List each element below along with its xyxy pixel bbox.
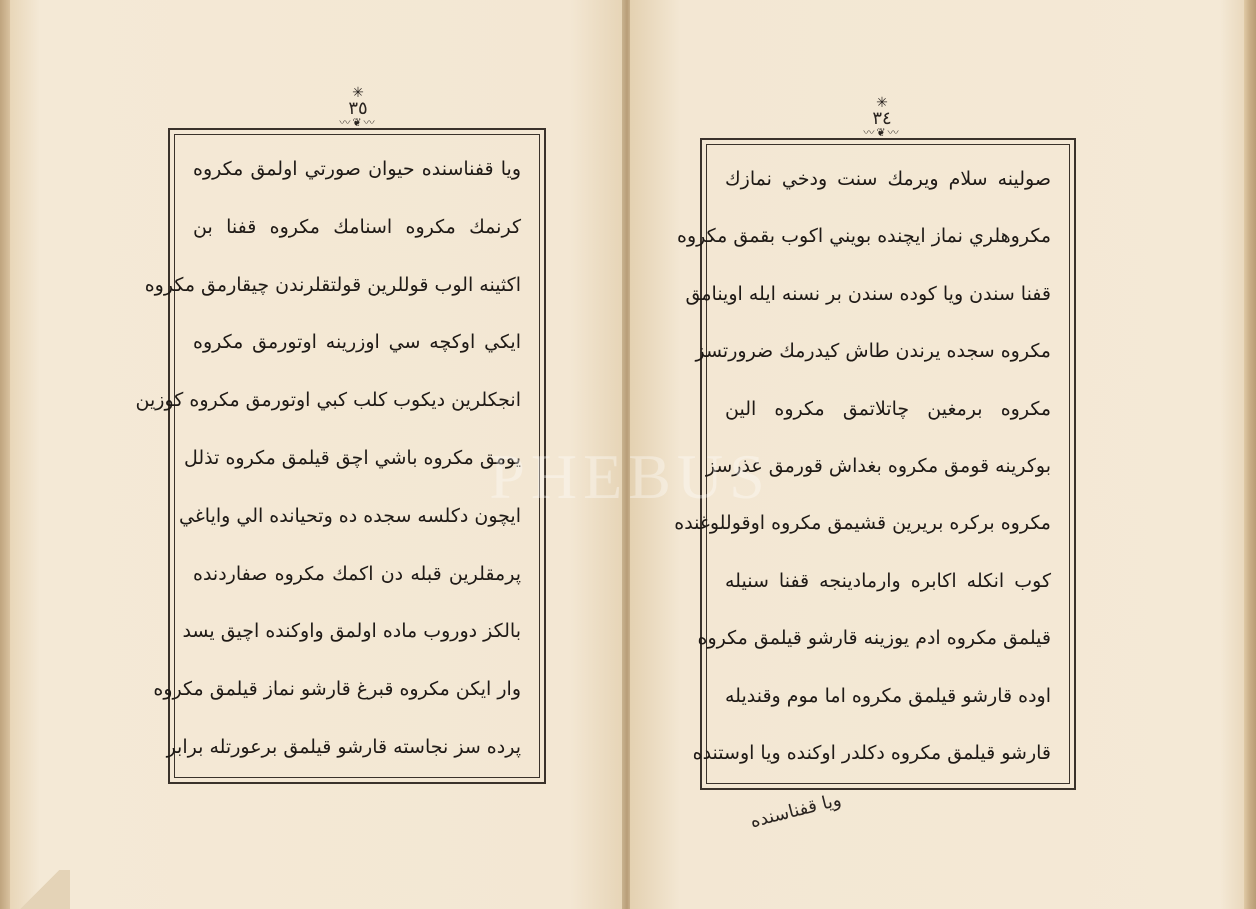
text-line: قفنا سندن ويا كوده سندن بر نسنه ايله اوينامق xyxy=(685,282,1051,305)
left-text-frame xyxy=(135,128,546,784)
text-line: بوكرينه قومق مكروه بغداش قورمق عذرسز xyxy=(705,454,1051,477)
right-page-number: ٣٤ xyxy=(872,108,892,129)
text-line: پرمقلرين قبله دن اكمك مكروه صفاردنده xyxy=(193,562,521,585)
left-page-number: ٣٥ xyxy=(348,98,368,119)
text-line: مكروه برمغين چاتلاتمق مكروه الين xyxy=(725,397,1051,420)
text-line: مكروهلري نماز ايچنده بويني اكوب بقمق مكروه xyxy=(677,225,1051,248)
star-ornament-icon: ✳ xyxy=(876,95,888,111)
star-ornament-icon: ✳ xyxy=(352,85,364,101)
text-line: ويا قفناسنده حيوان صورتي اولمق مكروه xyxy=(193,158,521,180)
left-text-block xyxy=(135,134,540,778)
text-line: صولينه سلام ويرمك سنت ودخي نمازك xyxy=(725,168,1051,190)
text-line: قيلمق مكروه ادم يوزينه قارشو قيلمق مكروه xyxy=(697,627,1051,650)
text-line: مكروه بركره بريرين قشيمق مكروه اوقوللوغنده xyxy=(674,512,1051,535)
text-line: قارشو قيلمق مكروه دكلدر اوكنده ويا اوستنده xyxy=(692,741,1051,764)
text-line: وار ايكن مكروه قبرغ قارشو نماز قيلمق مكروه xyxy=(153,678,521,701)
text-line: انجكلرين ديكوب كلب كبي اوتورمق مكروه كوزين xyxy=(135,389,521,412)
text-line: ايچون دكلسه سجده ده وتحيانده الي واياغي xyxy=(179,504,521,527)
text-line: پرده سز نجاسته قارشو قيلمق برعورتله برابر xyxy=(166,735,521,758)
text-line: كوب انكله اكابره وارمادينجه قفنا سنيله xyxy=(725,569,1051,592)
scroll-ornament-icon: 〰❦〰 xyxy=(339,116,377,129)
left-page-folio xyxy=(298,85,418,129)
folded-corner xyxy=(10,870,70,909)
right-book-edge xyxy=(1244,0,1256,909)
text-line: مكروه سجده يرندن طاش كيدرمك ضرورتسز xyxy=(695,340,1051,363)
watermark-text: PHEBUS xyxy=(489,441,771,512)
left-book-edge xyxy=(0,0,10,909)
right-text-frame xyxy=(674,138,1076,790)
text-line: يومق مكروه باشي اچق قيلمق مكروه تذلل xyxy=(183,446,521,469)
scroll-ornament-icon: 〰❦〰 xyxy=(863,126,901,139)
text-line: كرنمك مكروه اسنامك مكروه قفنا بن xyxy=(193,215,521,238)
catchword: ويا قفناسنده xyxy=(748,789,844,833)
right-text-block xyxy=(674,144,1070,784)
right-page-folio xyxy=(822,95,942,139)
text-line: اكثينه الوب قوللرين قولتقلرندن چيقارمق مكروه xyxy=(144,273,521,296)
text-line: ايكي اوكچه سي اوزرينه اوتورمق مكروه xyxy=(193,331,521,354)
text-line: اوده قارشو قيلمق مكروه اما موم وقنديله xyxy=(725,684,1051,707)
text-line: بالكز دوروب ماده اولمق واوكنده اچيق يسد xyxy=(182,620,521,643)
